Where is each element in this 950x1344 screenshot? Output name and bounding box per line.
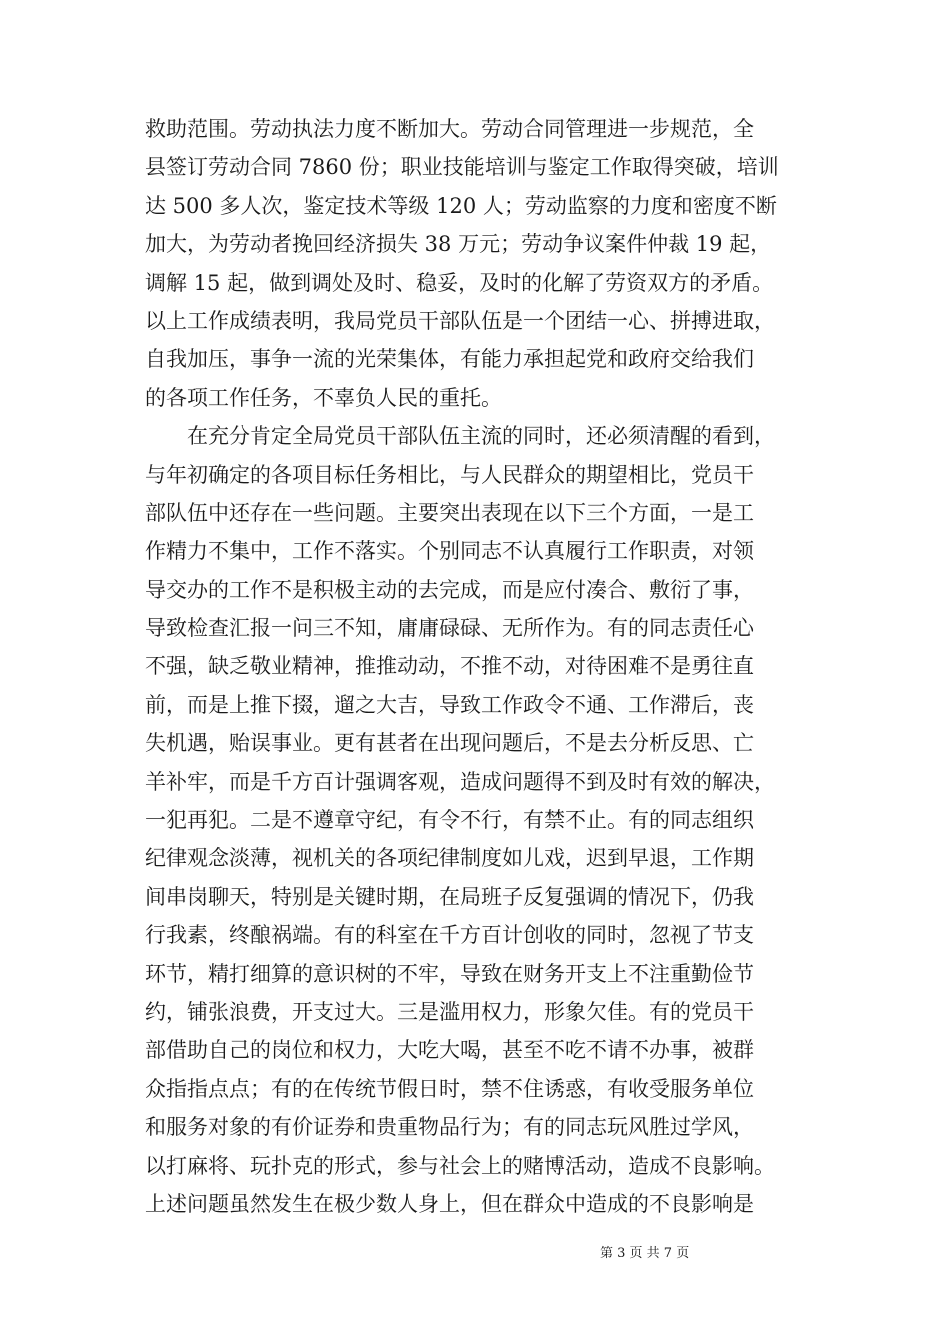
text-line: 以上工作成绩表明，我局党员干部队伍是一个团结一心、拼搏进取， (145, 308, 775, 333)
text-line: 导致检查汇报一问三不知，庸庸碌碌、无所作为。有的同志责任心 (145, 616, 754, 641)
text-line: 作精力不集中，工作不落实。个别同志不认真履行工作职责，对领 (145, 539, 754, 564)
text-line: 县签订劳动合同 7860 份；职业技能培训与鉴定工作取得突破，培训 (145, 155, 779, 180)
text-line: 调解 15 起，做到调处及时、稳妥，及时的化解了劳资双方的矛盾。 (145, 270, 774, 295)
paragraph-start-line: 在充分肯定全局党员干部队伍主流的同时，还必须清醒的看到， (187, 424, 775, 449)
text-line: 上述问题虽然发生在极少数人身上，但在群众中造成的不良影响是 (145, 1191, 754, 1216)
text-line: 加大，为劳动者挽回经济损失 38 万元；劳动争议案件仲裁 19 起， (145, 232, 772, 257)
text-line: 与年初确定的各项目标任务相比，与人民群众的期望相比，党员干 (145, 462, 754, 487)
text-line: 失机遇，贻误事业。更有甚者在出现问题后，不是去分析反思、亡 (145, 731, 754, 756)
text-line: 达 500 多人次，鉴定技术等级 120 人；劳动监察的力度和密度不断 (145, 193, 777, 218)
text-line: 和服务对象的有价证券和贵重物品行为；有的同志玩风胜过学风， (145, 1115, 754, 1140)
text-line: 间串岗聊天，特别是关键时期，在局班子反复强调的情况下，仍我 (145, 884, 754, 909)
text-line: 一犯再犯。二是不遵章守纪，有令不行，有禁不止。有的同志组织 (145, 808, 754, 833)
text-line: 的各项工作任务，不辜负人民的重托。 (145, 385, 502, 410)
text-line: 前，而是上推下掇，遛之大吉，导致工作政令不通、工作滞后，丧 (145, 692, 754, 717)
body-text (145, 110, 810, 1223)
text-line: 部借助自己的岗位和权力，大吃大喝，甚至不吃不请不办事，被群 (145, 1038, 754, 1063)
text-line: 部队伍中还存在一些问题。主要突出表现在以下三个方面，一是工 (145, 500, 754, 525)
text-line: 以打麻将、玩扑克的形式，参与社会上的赌博活动，造成不良影响。 (145, 1153, 775, 1178)
text-line: 环节，精打细算的意识树的不牢，导致在财务开支上不注重勤俭节 (145, 961, 754, 986)
page-number-footer: 第 3 页 共 7 页 (600, 1246, 690, 1261)
text-line: 羊补牢，而是千方百计强调客观，造成问题得不到及时有效的解决， (145, 769, 775, 794)
text-line: 自我加压，事争一流的光荣集体，有能力承担起党和政府交给我们 (145, 347, 754, 372)
text-line: 众指指点点；有的在传统节假日时，禁不住诱惑，有收受服务单位 (145, 1076, 754, 1101)
text-line: 纪律观念淡薄，视机关的各项纪律制度如儿戏，迟到早退，工作期 (145, 846, 754, 871)
text-line: 救助范围。劳动执法力度不断加大。劳动合同管理进一步规范，全 (145, 117, 754, 141)
text-line: 行我素，终酿祸端。有的科室在千方百计创收的同时，忽视了节支 (145, 923, 754, 948)
text-line: 导交办的工作不是积极主动的去完成，而是应付凑合、敷衍了事， (145, 577, 754, 602)
text-line: 不强，缺乏敬业精神，推推动动，不推不动，对待困难不是勇往直 (145, 654, 754, 679)
text-line: 约，铺张浪费，开支过大。三是滥用权力，形象欠佳。有的党员干 (145, 999, 754, 1024)
